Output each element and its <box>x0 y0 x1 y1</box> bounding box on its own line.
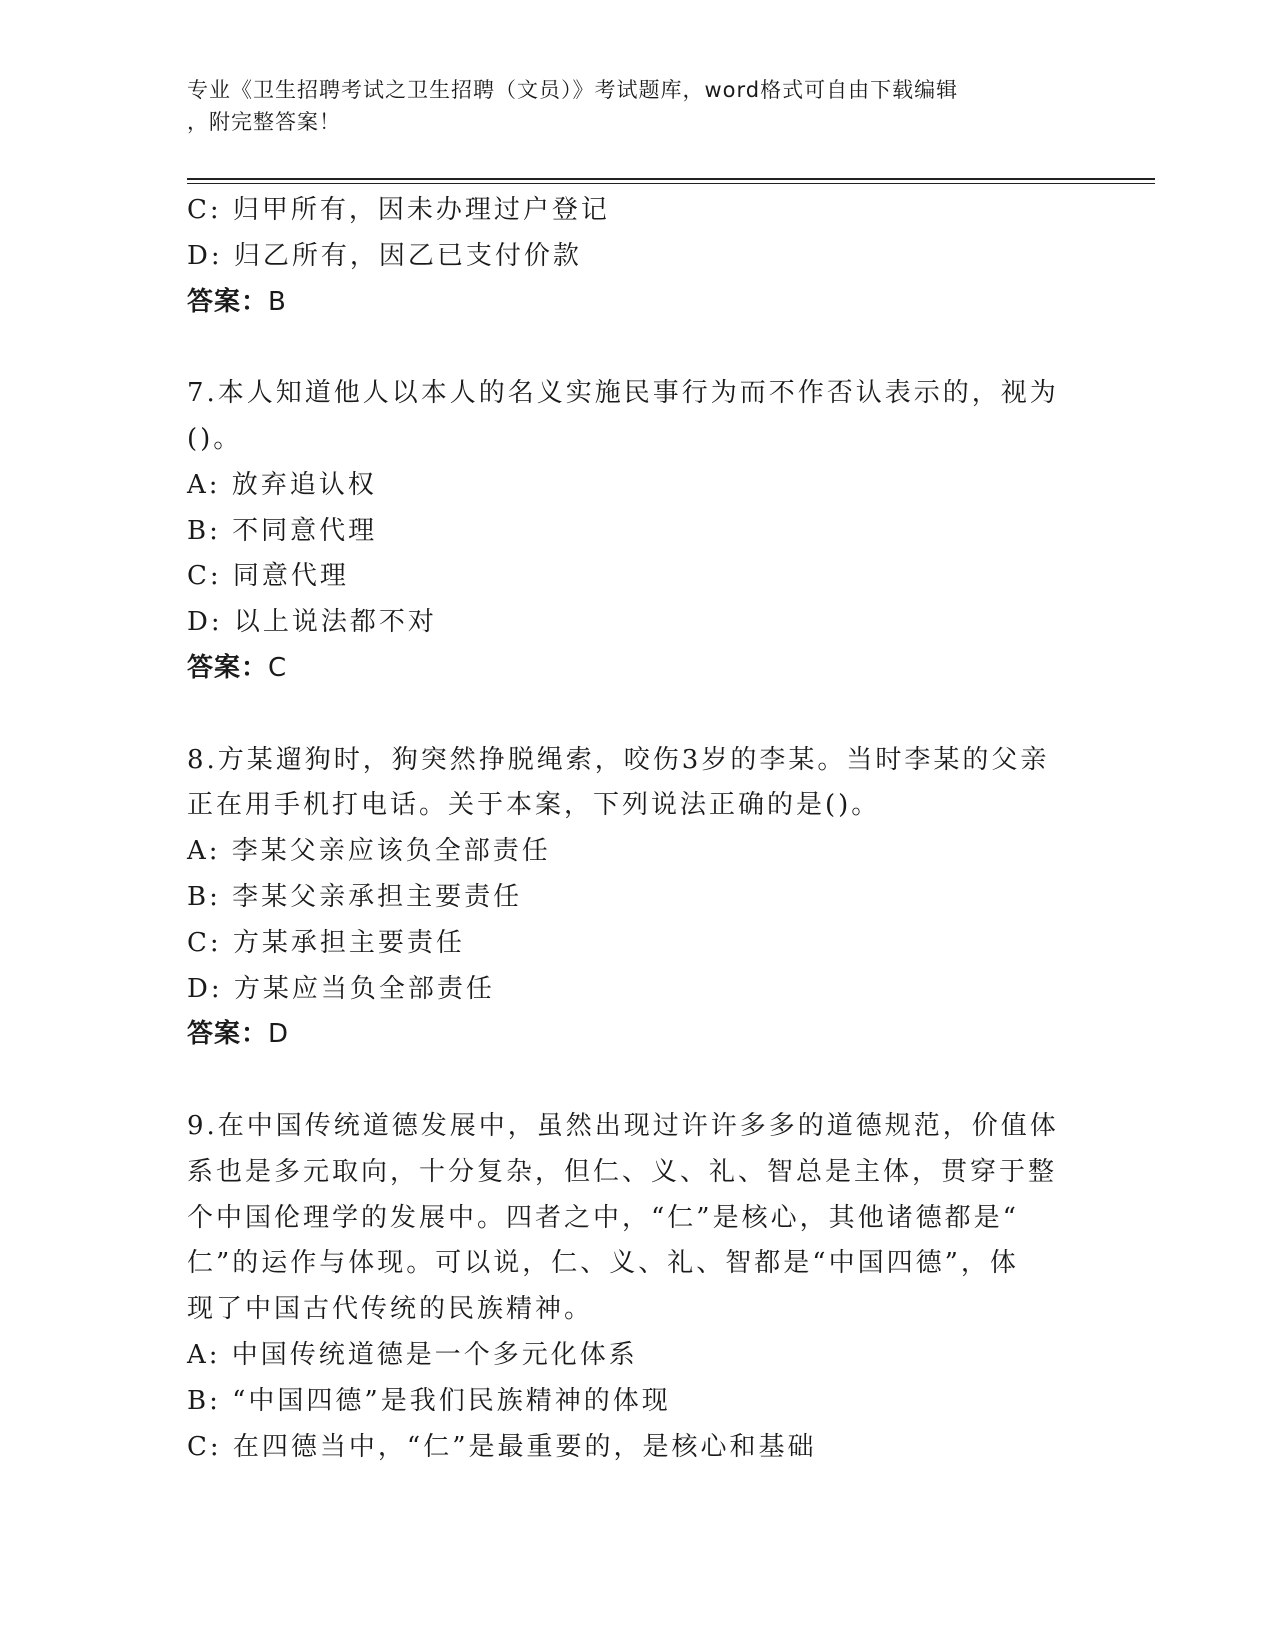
option-a: A: 李某父亲应该负全部责任 <box>187 836 551 867</box>
answer-value: D <box>268 1019 290 1050</box>
document-header <box>187 74 1067 138</box>
answer-value: B <box>268 286 287 317</box>
answer-value: C <box>268 652 288 683</box>
option-b: B: 不同意代理 <box>187 515 378 546</box>
answer-label: 答案： <box>187 1019 269 1050</box>
option-b: B: “中国四德”是我们民族精神的体现 <box>187 1385 671 1416</box>
question-gap <box>187 325 1067 371</box>
answer-line <box>187 646 1067 692</box>
option-c: C: 归甲所有，因未办理过户登记 <box>187 195 610 225</box>
answer-label: 答案： <box>187 286 269 317</box>
option-d: D: 归乙所有，因乙已支付价款 <box>187 240 582 271</box>
question-text-line: 现了中国古代传统的民族精神。 <box>187 1294 594 1325</box>
header-line-2: ，附完整答案！ <box>187 110 341 134</box>
option-b: B: 李某父亲承担主要责任 <box>187 881 523 912</box>
option-c: C: 在四德当中，“仁”是最重要的，是核心和基础 <box>187 1431 817 1462</box>
option-a: A: 中国传统道德是一个多元化体系 <box>187 1339 638 1370</box>
option-c: C: 同意代理 <box>187 561 349 592</box>
question-7 <box>187 371 1067 692</box>
option-d: D: 方某应当负全部责任 <box>187 973 495 1004</box>
answer-line <box>187 280 1067 326</box>
question-gap <box>187 1058 1067 1104</box>
question-text-line: 9.在中国传统道德发展中，虽然出现过许许多多的道德规范，价值体 <box>187 1110 1059 1141</box>
option-a: A: 放弃追认权 <box>187 469 377 500</box>
question-gap <box>187 692 1067 738</box>
question-9 <box>187 1104 1067 1470</box>
question-8 <box>187 738 1067 1059</box>
header-line-1: 专业《卫生招聘考试之卫生招聘（文员）》考试题库，word格式可自由下载编辑 <box>187 78 959 102</box>
answer-label: 答案： <box>187 652 269 683</box>
question-text-line: 7.本人知道他人以本人的名义实施民事行为而不作否认表示的，视为 <box>187 378 1059 409</box>
question-continued <box>187 188 1067 325</box>
header-divider-thick <box>187 178 1155 180</box>
question-text-line: 个中国伦理学的发展中。四者之中，“仁”是核心，其他诸德都是“ <box>187 1202 1019 1233</box>
option-c: C: 方某承担主要责任 <box>187 927 465 958</box>
question-text-line: 正在用手机打电话。关于本案，下列说法正确的是()。 <box>187 790 881 821</box>
question-text-line: 8.方某遛狗时，狗突然挣脱绳索，咬伤3岁的李某。当时李某的父亲 <box>187 744 1050 775</box>
question-text-line: 仁”的运作与体现。可以说，仁、义、礼、智都是“中国四德”，体 <box>187 1248 1019 1279</box>
header-divider-thin <box>187 183 1155 184</box>
answer-line <box>187 1012 1067 1058</box>
question-list <box>187 188 1067 1470</box>
option-d: D: 以上说法都不对 <box>187 607 437 638</box>
question-text-line: ()。 <box>187 423 243 454</box>
question-text-line: 系也是多元取向，十分复杂，但仁、义、礼、智总是主体，贯穿于整 <box>187 1156 1058 1187</box>
